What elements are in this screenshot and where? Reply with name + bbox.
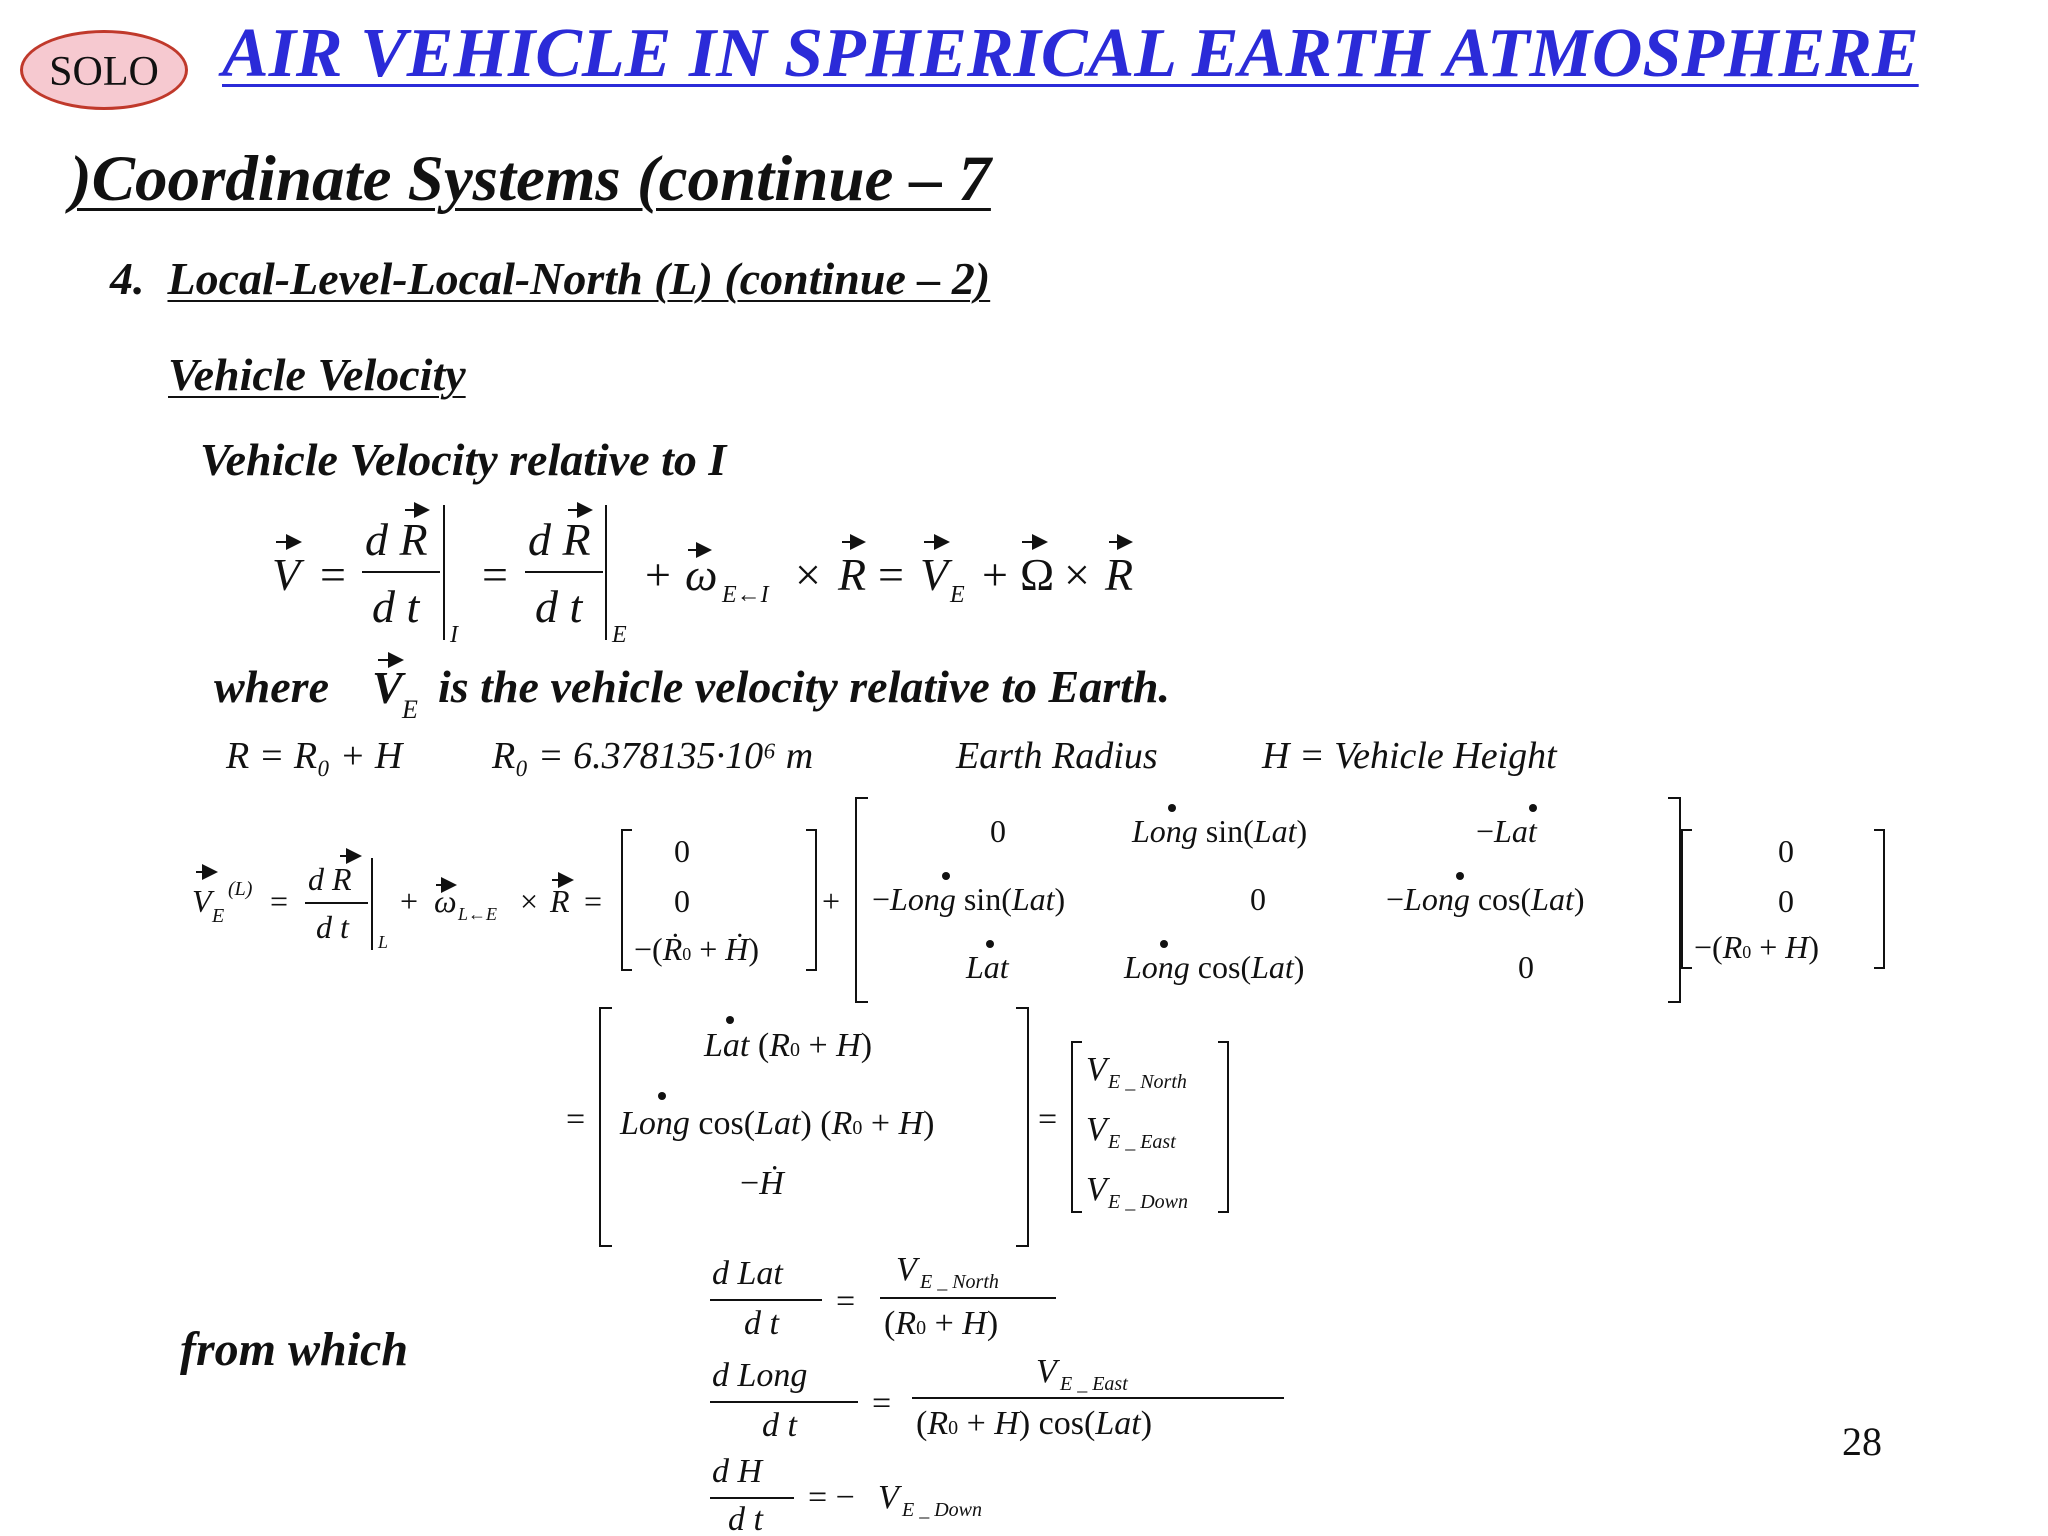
radius-eq2: R₀ = 6.378135·10⁶ m bbox=[492, 735, 814, 777]
svg-text:V: V bbox=[920, 549, 949, 600]
svg-text:Ω: Ω bbox=[1020, 549, 1055, 600]
svg-text:E←I: E←I bbox=[722, 582, 769, 608]
equation-velocity-inertial bbox=[272, 505, 1133, 648]
svg-text:−Long cos(Lat): −Long cos(Lat) bbox=[1386, 881, 1585, 917]
svg-text:−Ḣ: −Ḣ bbox=[740, 1165, 784, 1202]
from-which-label: from which bbox=[180, 1323, 409, 1376]
equation-velocity-local-level bbox=[192, 798, 1884, 1002]
svg-text:+: + bbox=[982, 549, 1008, 600]
svg-text:(L): (L) bbox=[228, 878, 253, 900]
svg-text:=: = bbox=[1038, 1101, 1058, 1138]
svg-text:0: 0 bbox=[1778, 833, 1794, 869]
svg-text:0: 0 bbox=[1250, 881, 1266, 917]
subheading-velocity-relative-i: Vehicle Velocity relative to I bbox=[200, 434, 727, 485]
svg-text:−Long sin(Lat): −Long sin(Lat) bbox=[872, 881, 1066, 917]
where-suffix: is the vehicle velocity relative to Earth. bbox=[438, 661, 1171, 712]
svg-text:×: × bbox=[520, 883, 539, 919]
svg-text:V: V bbox=[1036, 1353, 1057, 1390]
page-number: 28 bbox=[1842, 1419, 1882, 1464]
svg-text:d R: d R bbox=[365, 514, 428, 565]
svg-text:=: = bbox=[836, 1283, 856, 1320]
svg-text:=: = bbox=[482, 549, 508, 600]
svg-text:E _ East: E _ East bbox=[1060, 1373, 1128, 1395]
svg-text:=: = bbox=[584, 883, 603, 919]
section-number: 4. bbox=[110, 253, 145, 304]
svg-text:=: = bbox=[566, 1101, 586, 1138]
svg-text:−Lat: −Lat bbox=[1476, 813, 1537, 849]
term-north: E _ North bbox=[1108, 1071, 1187, 1093]
svg-text:Long cos(Lat) (R0 + H): Long cos(Lat) (R0 + H) bbox=[620, 1105, 935, 1142]
radius-label: Earth Radius bbox=[956, 735, 1158, 777]
svg-text:Long sin(Lat): Long sin(Lat) bbox=[1132, 813, 1308, 849]
radius-eq3: H = Vehicle Height bbox=[1262, 735, 1557, 777]
svg-text:V: V bbox=[878, 1479, 899, 1516]
svg-text:−(Ṙ0 + Ḣ): −(Ṙ0 + Ḣ) bbox=[634, 931, 760, 967]
svg-text:=: = bbox=[878, 549, 904, 600]
svg-text:= −: = − bbox=[808, 1479, 855, 1516]
svg-text:=: = bbox=[270, 883, 289, 919]
svg-text:d t: d t bbox=[372, 581, 420, 632]
svg-text:d R: d R bbox=[308, 861, 352, 897]
equation-velocity-components bbox=[566, 1008, 1228, 1246]
radius-eq1: R = R₀ + H bbox=[226, 735, 403, 777]
svg-text:0: 0 bbox=[990, 813, 1006, 849]
svg-text:=: = bbox=[320, 549, 346, 600]
svg-text:d Long: d Long bbox=[712, 1357, 808, 1394]
svg-text:(R0 + H): (R0 + H) bbox=[884, 1305, 999, 1342]
svg-text:−(R0 + H): −(R0 + H) bbox=[1694, 929, 1820, 965]
slide-subtitle: )Coordinate Systems (continue – 7 bbox=[70, 143, 991, 215]
svg-text:I: I bbox=[450, 622, 458, 648]
svg-text:Lat (R0 + H): Lat (R0 + H) bbox=[704, 1027, 873, 1064]
term-down: E _ Down bbox=[1108, 1191, 1188, 1213]
svg-text:(R0 + H) cos(Lat): (R0 + H) cos(Lat) bbox=[916, 1405, 1153, 1442]
where-prefix: where bbox=[214, 661, 329, 712]
equation-derivatives bbox=[710, 1251, 1284, 1536]
svg-text:Long cos(Lat): Long cos(Lat) bbox=[1124, 949, 1305, 985]
svg-text:ω: ω bbox=[685, 549, 718, 600]
svg-text:V: V bbox=[896, 1251, 917, 1288]
slide-title: AIR VEHICLE IN SPHERICAL EARTH ATMOSPHERE bbox=[222, 15, 1919, 92]
svg-text:ω: ω bbox=[434, 883, 457, 919]
svg-text:L←E: L←E bbox=[458, 904, 498, 924]
svg-text:d t: d t bbox=[744, 1305, 779, 1342]
svg-text:×: × bbox=[795, 549, 821, 600]
where-ve-symbol bbox=[372, 660, 418, 724]
svg-text:V: V bbox=[372, 662, 403, 713]
term-east: E _ East bbox=[1108, 1131, 1176, 1153]
svg-text:0: 0 bbox=[674, 883, 690, 919]
logo-text: SOLO bbox=[49, 49, 159, 95]
svg-text:V: V bbox=[272, 549, 301, 600]
svg-text:d t: d t bbox=[535, 581, 583, 632]
svg-text:0: 0 bbox=[1518, 949, 1534, 985]
svg-text:0: 0 bbox=[1778, 883, 1794, 919]
svg-text:E: E bbox=[612, 622, 627, 648]
svg-text:d t: d t bbox=[316, 909, 349, 945]
svg-text:E: E bbox=[212, 905, 225, 927]
heading-vehicle-velocity: Vehicle Velocity bbox=[168, 349, 466, 400]
svg-text:E _ Down: E _ Down bbox=[902, 1499, 982, 1521]
svg-text:d R: d R bbox=[528, 514, 591, 565]
svg-text:d t: d t bbox=[762, 1407, 797, 1444]
svg-text:V: V bbox=[1086, 1111, 1107, 1148]
svg-text:V: V bbox=[192, 883, 212, 919]
svg-text:E: E bbox=[402, 695, 418, 724]
svg-text:V: V bbox=[1086, 1171, 1107, 1208]
svg-text:+: + bbox=[645, 549, 671, 600]
svg-text:V: V bbox=[1086, 1051, 1107, 1088]
svg-text:+: + bbox=[400, 883, 419, 919]
svg-text:R: R bbox=[838, 549, 867, 600]
svg-text:Lat: Lat bbox=[966, 949, 1009, 985]
svg-text:=: = bbox=[872, 1385, 892, 1422]
svg-text:d H: d H bbox=[712, 1453, 763, 1490]
svg-text:E _ North: E _ North bbox=[920, 1271, 999, 1293]
svg-text:d t: d t bbox=[728, 1501, 763, 1536]
section-text: Local-Level-Local-North (L) (continue – 2) bbox=[167, 253, 991, 304]
svg-text:E: E bbox=[950, 582, 965, 608]
svg-text:R: R bbox=[1105, 549, 1134, 600]
svg-text:×: × bbox=[1064, 549, 1090, 600]
svg-text:L: L bbox=[378, 932, 389, 952]
svg-text:0: 0 bbox=[674, 833, 690, 869]
svg-text:R: R bbox=[550, 883, 570, 919]
svg-text:+: + bbox=[822, 883, 841, 919]
svg-text:d Lat: d Lat bbox=[712, 1255, 783, 1292]
equation-radius-line bbox=[225, 735, 1558, 777]
